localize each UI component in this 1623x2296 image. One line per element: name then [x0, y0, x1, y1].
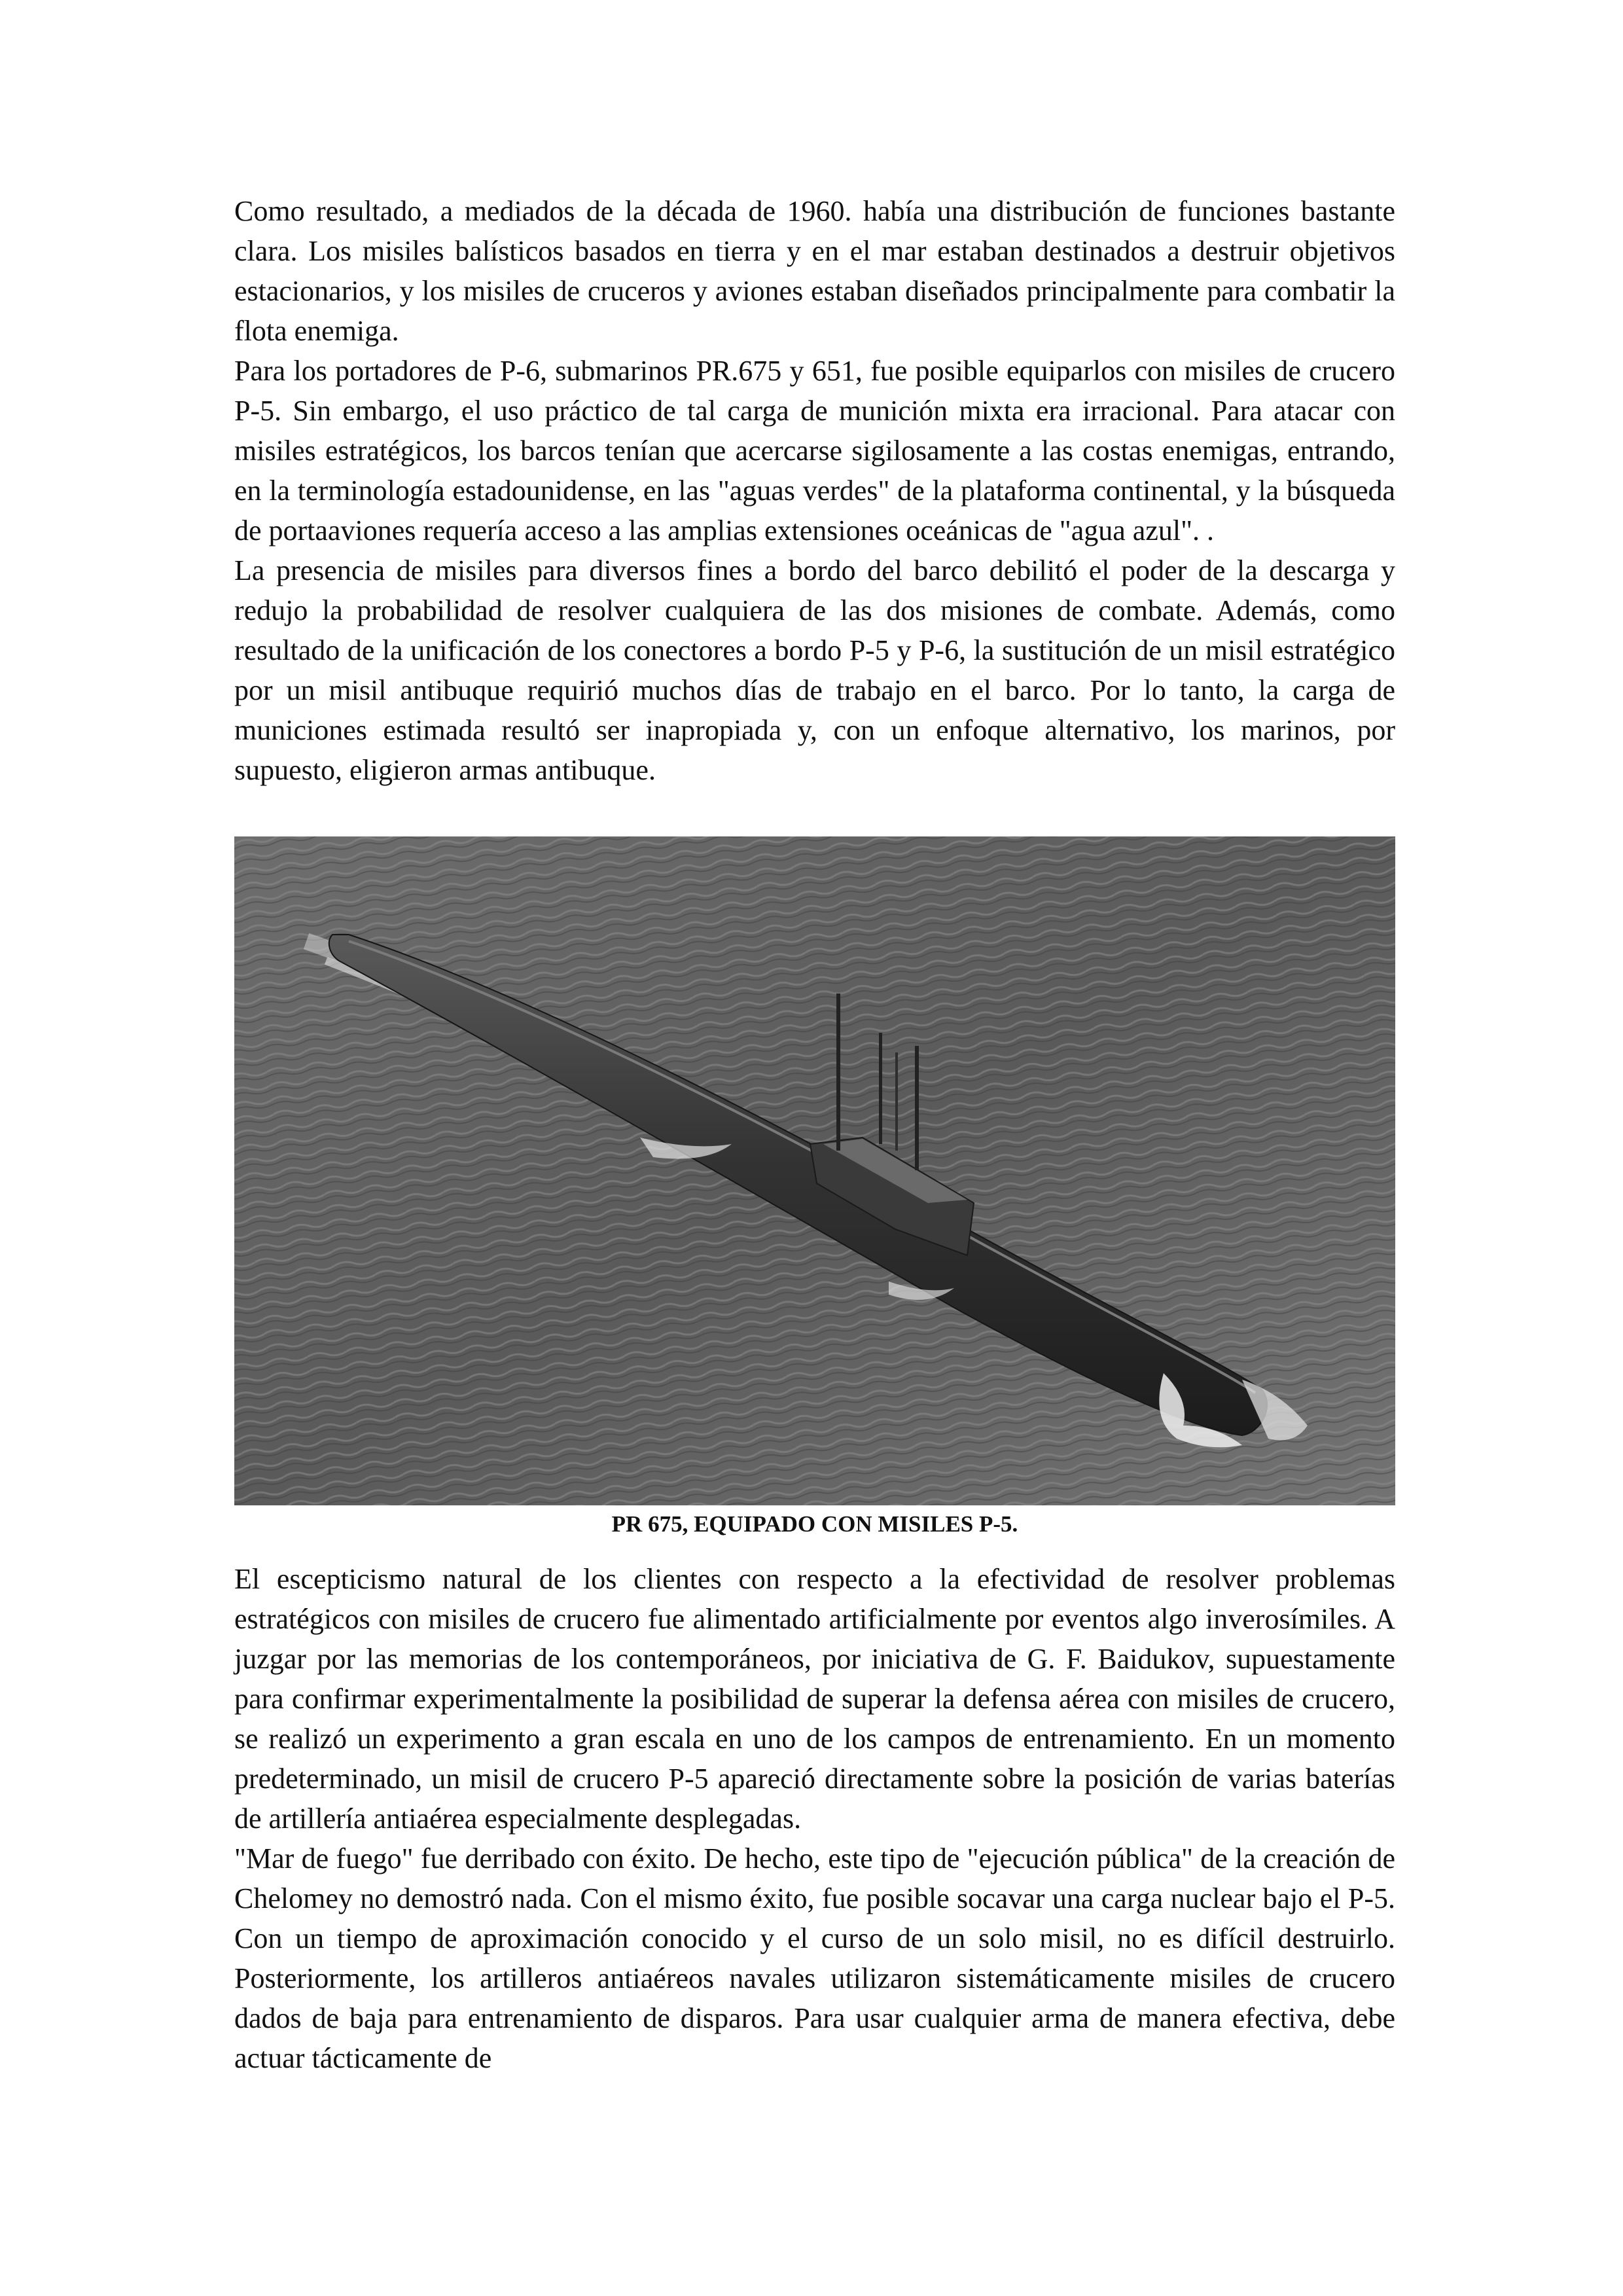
paragraph: El escepticismo natural de los clientes con respecto a la efectividad de resolver problemas estratégicos con misiles de crucero fue alimentado artificialmente por eventos algo inverosímiles. A juzgar por las memorias de los contemporáneos, por iniciativa de G. F. Baidukov, supuestamente para confirmar experimentalmente la posibilidad de superar la defensa aérea con misiles de crucero, se realizó un experimento a gran escala en uno de los campos de entrenamiento. En un momento predeterminado, un misil de crucero P-5 apareció directamente sobre la posición de varias baterías de artillería antiaérea especialmente desplegadas. — [234, 1563, 1395, 1835]
paragraph: Para los portadores de P-6, submarinos PR.675 y 651, fue posible equiparlos con misiles de crucero P-5. Sin embargo, el uso práctico de tal carga de munición mixta era irracional. Para atacar con misiles estratégicos, los barcos tenían que acercarse sigilosamente a las costas enemigas, entrando, en la terminología estadounidense, en las "aguas verdes" de la plataforma continental, y la búsqueda de portaaviones requería acceso a las amplias extensiones oceánicas de "agua azul". . — [234, 355, 1395, 547]
paragraph: Como resultado, a mediados de la década de 1960. había una distribución de funciones bastante clara. Los misiles balísticos basados en tierra y en el mar estaban destinados a destruir objetivos estacionarios, y los misiles de cruceros y aviones estaban diseñados principalmente para combatir la flota enemiga. — [234, 195, 1395, 347]
paragraph: "Mar de fuego" fue derribado con éxito. De hecho, este tipo de "ejecución pública" de la creación de Chelomey no demostró nada. Con el mismo éxito, fue posible socavar una carga nuclear bajo el P-5. Con un tiempo de aproximación conocido y el curso de un solo misil, no es difícil destruirlo. Posteriormente, los artilleros antiaéreos navales utilizaron sistemáticamente misiles de crucero dados de baja para entrenamiento de disparos. Para usar cualquier arma de manera efectiva, debe actuar tácticamente de — [234, 1842, 1395, 2074]
paragraph: La presencia de misiles para diversos fines a bordo del barco debilitó el poder de la descarga y redujo la probabilidad de resolver cualquiera de las dos misiones de combate. Además, como resultado de la unificación de los conectores a bordo P-5 y P-6, la sustitución de un misil estratégico por un misil antibuque requirió muchos días de trabajo en el barco. Por lo tanto, la carga de municiones estimada resultó ser inapropiada y, con un enfoque alternativo, los marinos, por supuesto, eligieron armas antibuque. — [234, 554, 1395, 786]
figure-caption: PR 675, EQUIPADO CON MISILES P-5. — [611, 1511, 1018, 1537]
bottom-text-block — [234, 1559, 1395, 2078]
top-text-block — [234, 191, 1395, 790]
submarine-photo — [234, 836, 1395, 1505]
